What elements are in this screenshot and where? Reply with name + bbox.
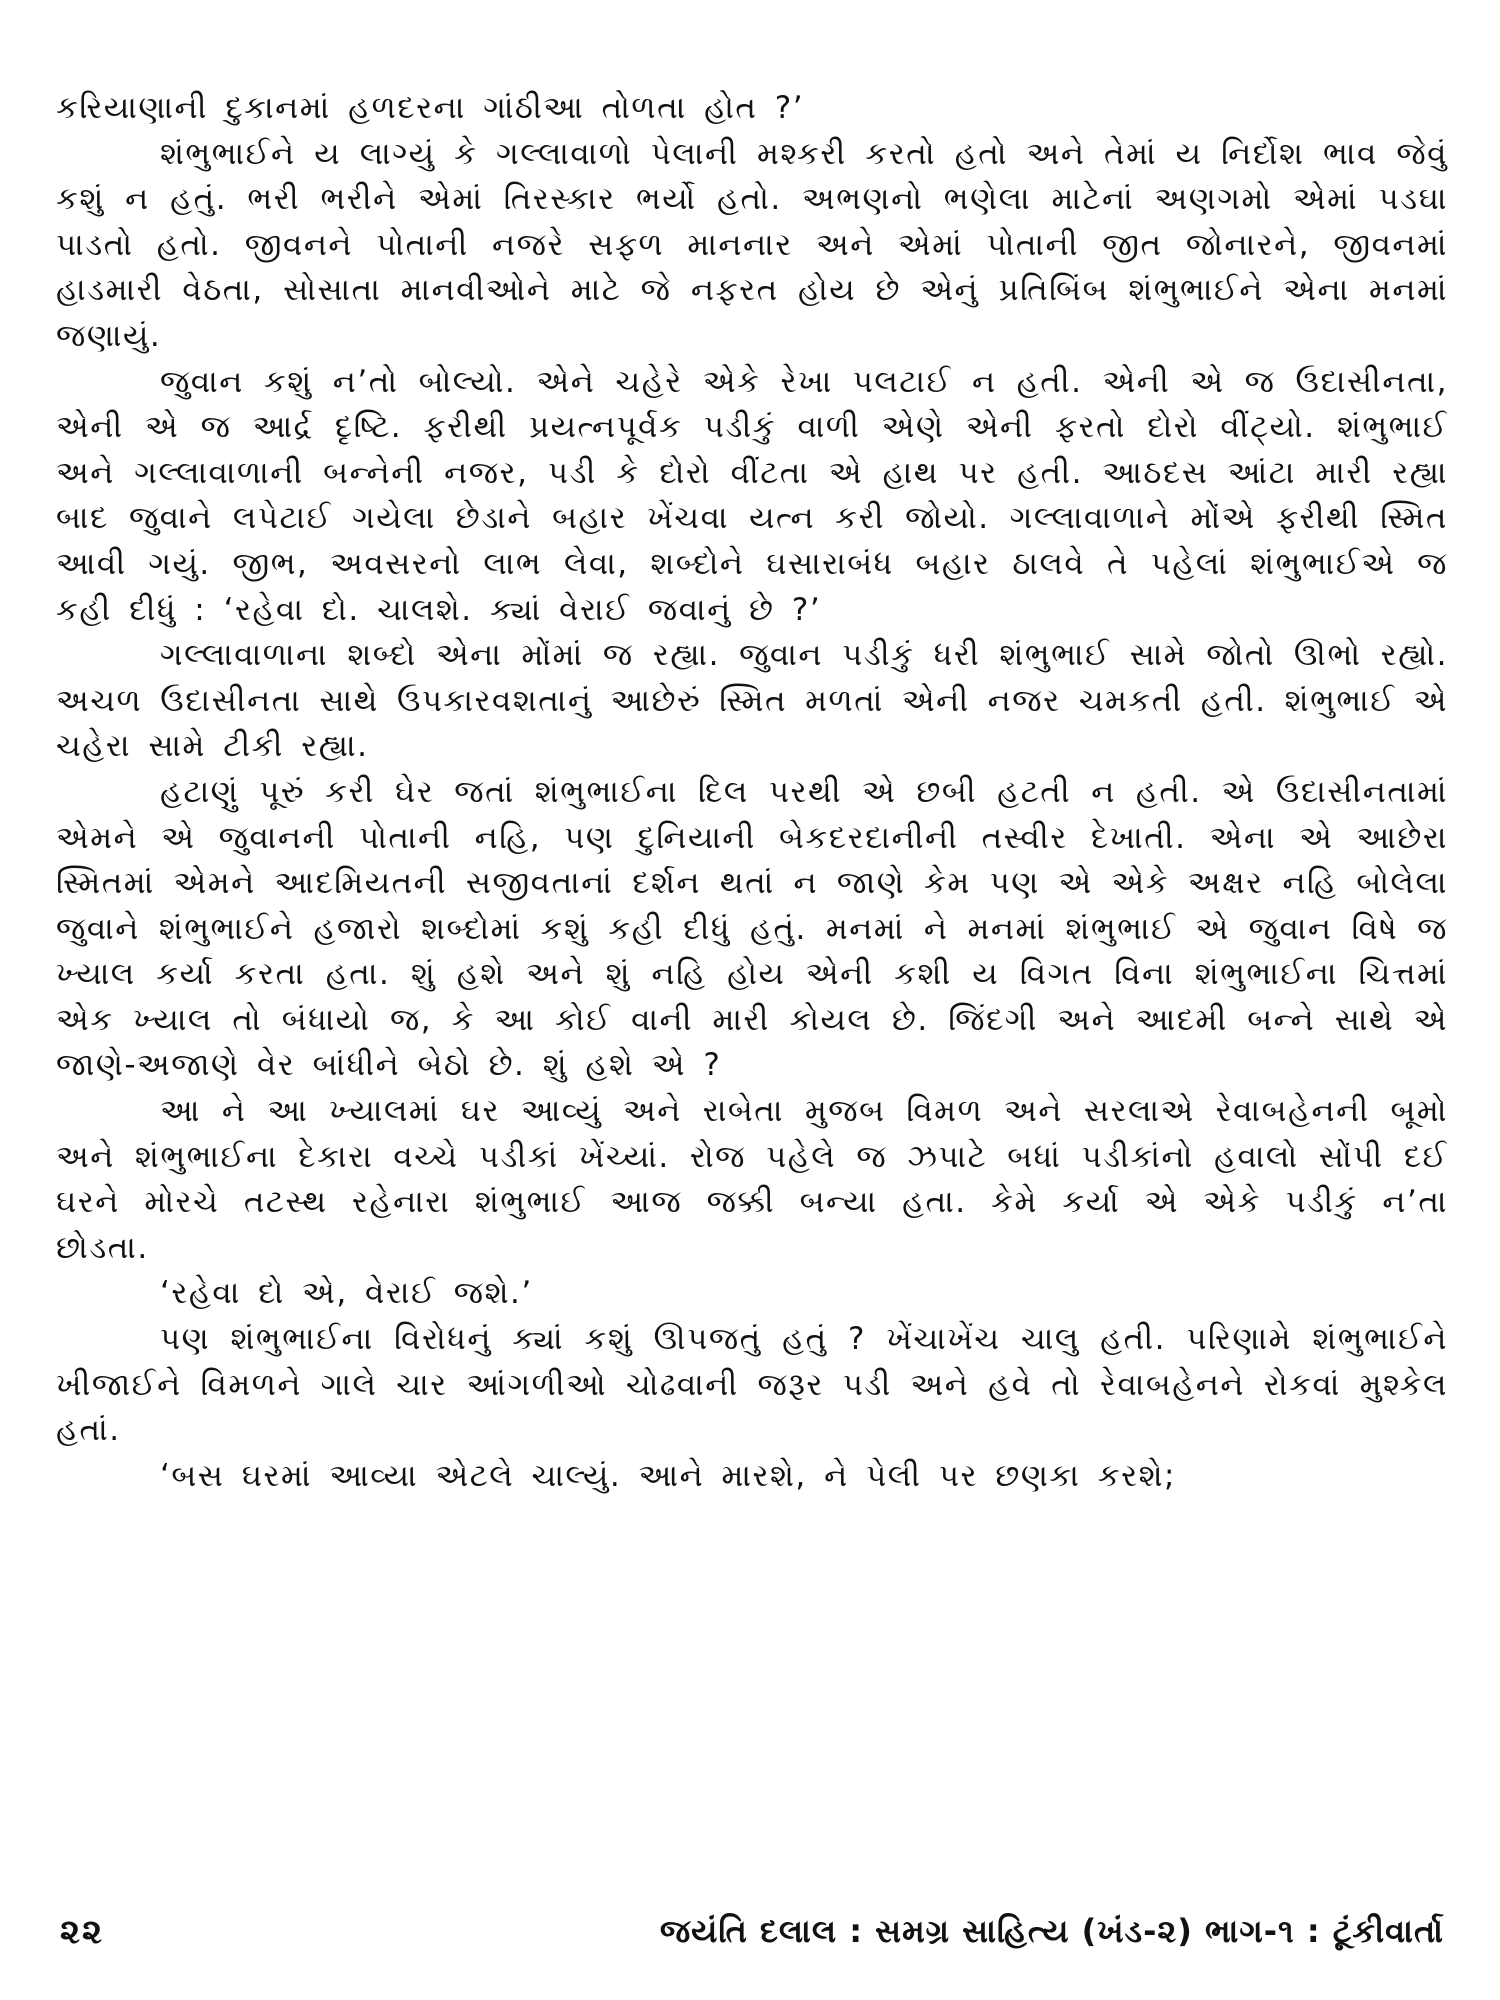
body-text	[56, 86, 1448, 1499]
dialogue-line: ‘રહેવા દો એ, વેરાઈ જશે.’	[160, 1275, 533, 1312]
page-footer	[60, 1912, 1444, 1962]
paragraph: હટાણું પૂરું કરી ઘેર જતાં શંભુભાઈના દિલ પરથી એ છબી હટતી ન હતી. એ ઉદાસીનતામાં એમને એ જુવાનની પોતાની નહિ, પણ દુનિયાની બેકદરદાનીની તસ્વીર દેખાતી. એના એ આછેરા સ્મિતમાં એમને આદમિયતની સજીવતાનાં દર્શન થતાં ન જાણે કેમ પણ એ એકે અક્ષર નહિ બોલેલા જુવાને શંભુભાઈને હજારો શબ્દોમાં કશું કહી દીધું હતું. મનમાં ને મનમાં શંભુભાઈ એ જુવાન વિષે જ ખ્યાલ કર્યા કરતા હતા. શું હશે અને શું નહિ હોય એની કશી ય વિગત વિના શંભુભાઈના ચિત્તમાં એક ખ્યાલ તો બંધાયો જ, કે આ કોઈ વાની મારી કોયલ છે. જિંદગી અને આદમી બન્ને સાથે એ જાણે-અજાણે વેર બાંધીને બેઠો છે. શું હશે એ ?	[56, 773, 1448, 1084]
paragraph: શંભુભાઈને ય લાગ્યું કે ગલ્લાવાળો પેલાની મશ્કરી કરતો હતો અને તેમાં ય નિર્દોશ ભાવ જેવું કશું ન હતું. ભરી ભરીને એમાં તિરસ્કાર ભર્યો હતો. અભણનો ભણેલા માટેનાં અણગમો એમાં પડઘા પાડતો હતો. જીવનને પોતાની નજરે સફળ માનનાર અને એમાં પોતાની જીત જોનારને, જીવનમાં હાડમારી વેઠતા, સોસાતા માનવીઓને માટે જે નફરત હોય છે એનું પ્રતિબિંબ શંભુભાઈને એના મનમાં જણાયું.	[56, 135, 1448, 354]
paragraph-continuation: કરિયાણાની દુકાનમાં હળદરના ગાંઠીઆ તોળતા હોત ?’	[56, 90, 805, 126]
paragraph: પણ શંભુભાઈના વિરોધનું ક્યાં કશું ઊપજતું હતું ? ખેંચાખેંચ ચાલુ હતી. પરિણામે શંભુભાઈને ખીજાઈને વિમળને ગાલે ચાર આંગળીઓ ચોઢવાની જરૂર પડી અને હવે તો રેવાબહેનને રોકવાં મુશ્કેલ હતાં.	[56, 1321, 1448, 1449]
paragraph: જુવાન કશું ન’તો બોલ્યો. એને ચહેરે એકે રેખા પલટાઈ ન હતી. એની એ જ ઉદાસીનતા, એની એ જ આર્દ્ર દૃષ્ટિ. ફરીથી પ્રયત્નપૂર્વક પડીકું વાળી એણે એની ફરતો દોરો વીંટ્યો. શંભુભાઈ અને ગલ્લાવાળાની બન્નેની નજર, પડી કે દોરો વીંટતા એ હાથ પર હતી. આઠદસ આંટા મારી રહ્યા બાદ જુવાને લપેટાઈ ગયેલા છેડાને બહાર ખેંચવા યત્ન કરી જોયો. ગલ્લાવાળાને મોંએ ફરીથી સ્મિત આવી ગયું. જીભ, અવસરનો લાભ લેવા, શબ્દોને ઘસારાબંધ બહાર ઠાલવે તે પહેલાં શંભુભાઈએ જ કહી દીધું : ‘રહેવા દો. ચાલશે. ક્યાં વેરાઈ જવાનું છે ?’	[56, 363, 1448, 628]
paragraph: ગલ્લાવાળાના શબ્દો એના મોંમાં જ રહ્યા. જુવાન પડીકું ધરી શંભુભાઈ સામે જોતો ઊભો રહ્યો. અચળ ઉદાસીનતા સાથે ઉપકારવશતાનું આછેરું સ્મિત મળતાં એની નજર ચમકતી હતી. શંભુભાઈ એ ચહેરા સામે ટીકી રહ્યા.	[56, 637, 1448, 765]
paragraph: આ ને આ ખ્યાલમાં ઘર આવ્યું અને રાબેતા મુજબ વિમળ અને સરલાએ રેવાબહેનની બૂમો અને શંભુભાઈના દેકારા વચ્ચે પડીકાં ખેંચ્યાં. રોજ પહેલે જ ઝપાટે બધાં પડીકાંનો હવાલો સોંપી દઈ ઘરને મોરચે તટસ્થ રહેનારા શંભુભાઈ આજ જક્કી બન્યા હતા. કેમે કર્યા એ એકે પડીકું ન’તા છોડતા.	[56, 1093, 1448, 1266]
running-title: જયંતિ દલાલ : સમગ્ર સાહિત્ય (ખંડ-૨) ભાગ-૧ : ટૂંકીવાર્તા	[659, 1912, 1444, 1950]
dialogue-line: ‘બસ ઘરમાં આવ્યા એટલે ચાલ્યું. આને મારશે, ને પેલી પર છણકા કરશે;	[160, 1457, 1176, 1494]
page-number: ૨૨	[60, 1912, 104, 1952]
